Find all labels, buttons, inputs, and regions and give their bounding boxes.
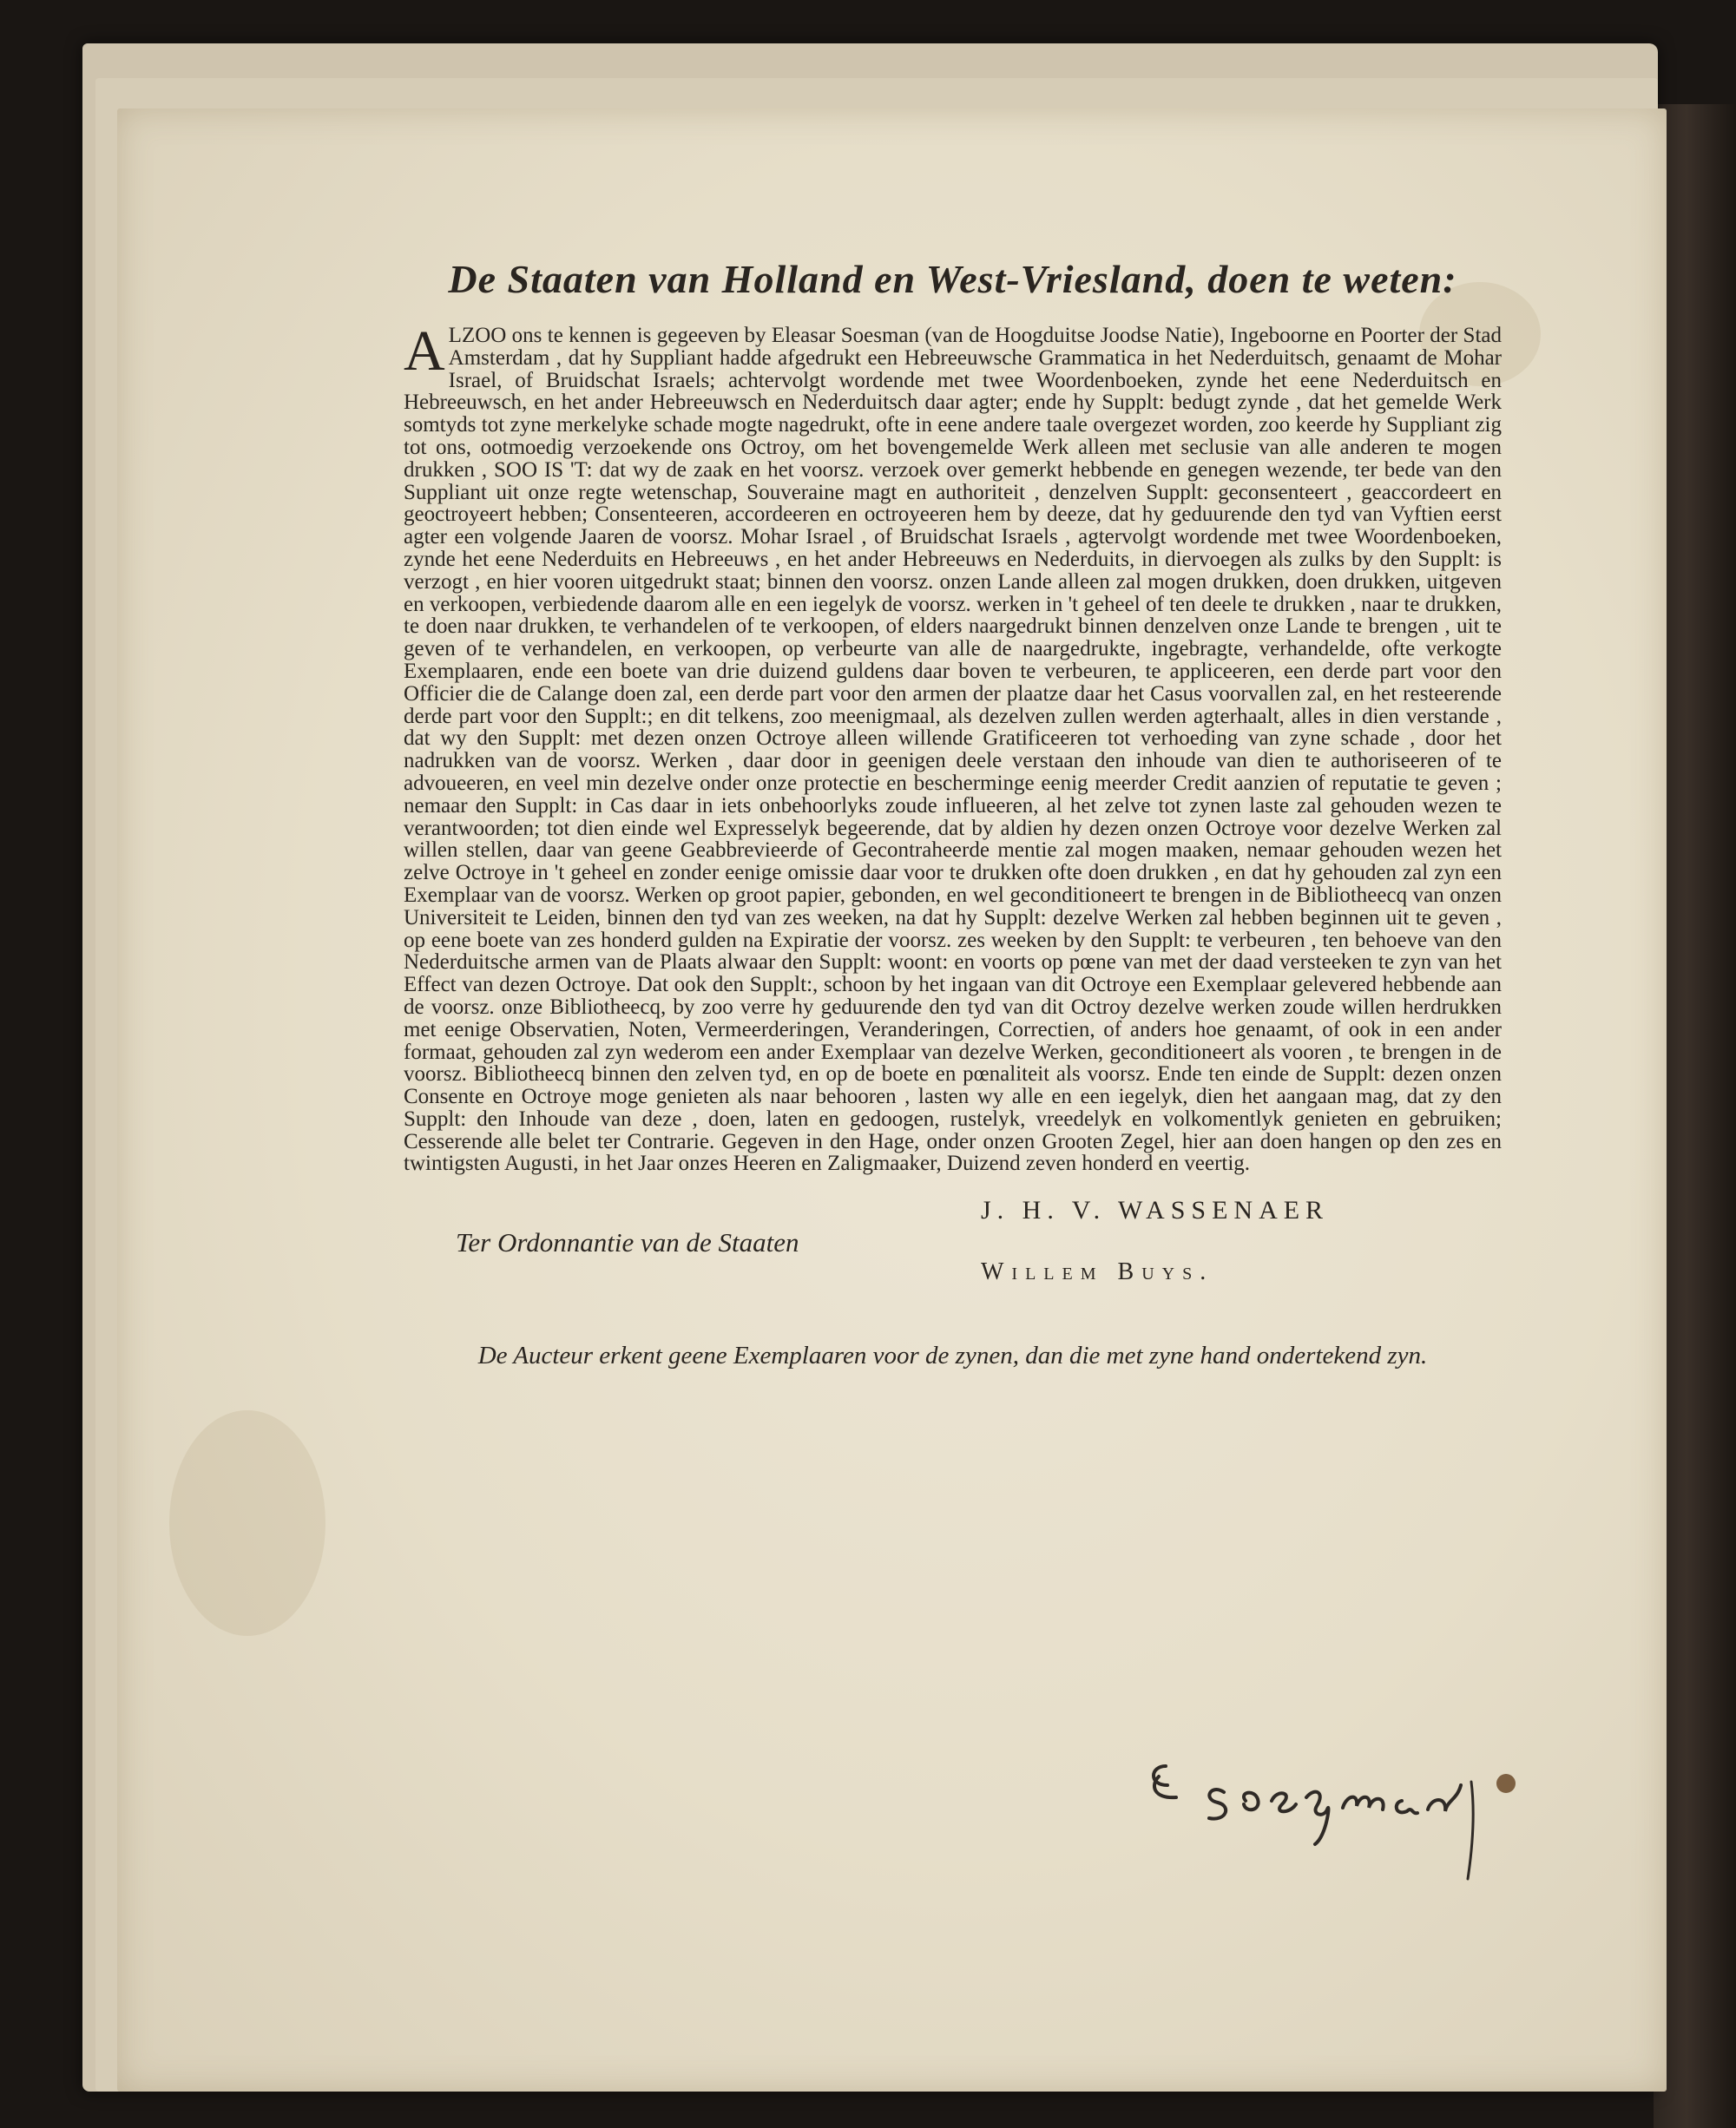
author-note: De Aucteur erkent geene Exemplaaren voor de zynen, dan die met zyne hand ondertekend zyn. <box>477 1342 1428 1370</box>
privilege-body <box>404 319 1502 1176</box>
handwritten-signature <box>1141 1731 1541 1905</box>
signature-block <box>404 1196 1502 1326</box>
signer-wassenaer: J. H. V. WASSENAER <box>981 1196 1330 1225</box>
document-content <box>404 256 1502 1370</box>
signer-buys: Willem Buys. <box>981 1258 1214 1286</box>
ordonnantie-line: Ter Ordonnantie van de Staaten <box>456 1227 799 1258</box>
document-title: De Staaten van Holland en West-Vriesland, doen te weten: <box>448 257 1457 301</box>
privilege-text: LZOO ons te kennen is gegeeven by Eleasar Soesman (van de Hoogduitse Joodse Natie), Ingeboorne en Poorter der Stad Amsterdam , dat hy Suppliant hadde afgedrukt een Hebreeuwsche Grammatica in het Nederduitsch, genaamt de Mohar Israel, of Bruidschat Israels; achtervolgt wordende met twee Woordenboeken, zynde het eene Nederduitsch en Hebreeuwsch, en het ander Hebreeuwsch en Nederduitsch daar agter; ende hy Supplt: bedugt zynde , dat het gemelde Werk somtyds tot zyne merkelyke schade mogte nagedrukt, ofte in eene andere taale overgezet worden, zoo keerde hy Suppliant zig tot ons, ootmoedig verzoekende ons Octroy, om het bovengemelde Werk alleen met seclusie van alle anderen te mogen drukken , SOO IS 'T: dat wy de zaak en het voorsz. verzoek over gemerkt hebbende en genegen wezende, ter bede van den Suppliant uit onze regte wetenschap, Souveraine magt en authoriteit , denzelven Supplt: geconsenteert , geaccordeert en geoctroyeert hebben; Consenteeren, accordeeren en octroyeeren hem by deeze, dat hy geduurende den tyd van Vyftien eerst agter een volgende Jaaren de voorsz. Mohar Israel , of Bruidschat Israels , agtervolgt wordende met twee Woordenboeken, zynde het eene Nederduits en Hebreeuws , en het ander Hebreeuws en Nederduits, in diervoegen als zulks by den Supplt: is verzogt , en hier vooren uitgedrukt staat; binnen den voorsz. onzen Lande alleen zal mogen drukken, doen drukken, uitgeven en verkoopen, verbiedende daarom alle en een iegelyk de voorsz. werken in 't geheel of ten deele te drukken , naar te drukken, te doen naar drukken, te verhandelen of te verkoopen, of elders naargedrukt binnen denzelven onze Lande te brengen , uit te geven of te verhandelen, en verkoopen, op verbeurte van alle de naargedrukte, ingebragte, verhandelde, ofte verkogte Exemplaaren, ende een boete van drie duizend guldens daar boven te verbeuren, te appliceeren, een derde part voor den Officier die de Calange doen zal, een derde part voor den armen der plaatze daar het Casus voorvallen zal, en het resteerende derde part voor den Supplt:; en dit telkens, zoo meenigmaal, als dezelven zullen werden agterhaalt, alles in dien verstande , dat wy den Supplt: met dezen onzen Octroye alleen willende Gratificeeren tot verhoeding van zyne schade , door het nadrukken van de voorsz. Werken , daar door in geenigen deele verstaan den inhoude van dien te authoriseeren of te advoueeren, en veel min dezelve onder onze protectie en bescherminge eenig meerder Credit aanzien of reputatie te geven ; nemaar den Supplt: in Cas daar in iets onbehoorlyks zoude influeeren, al het zelve tot zynen laste zal gehouden wezen te verantwoorden; tot dien einde wel Expresselyk begeerende, dat by aldien hy dezen onzen Octroye voor dezelve Werken zal willen stellen, daar van geene Geabbrevieerde of Gecontraheerde mentie zal mogen maaken, nemaar gehouden wezen het zelve Octroye in 't geheel en zonder eenige omissie daar voor te drukken ofte doen drukken , en dat hy gehouden zal zyn een Exemplaar van de voorsz. Werken op groot papier, gebonden, en wel geconditioneert te brengen in de Bibliotheecq van onzen Universiteit te Leiden, binnen den tyd van zes weeken, na dat hy Supplt: dezelve Werken zal hebben beginnen uit te geven , op eene boete van zes honderd gulden na Expiratie der voorsz. zes weeken by den Supplt: te verbeuren , ten behoeve van den Nederduitsche armen van de Plaats alwaar den Supplt: woont: en voorts op pœne van met der daad versteeken te zyn van het Effect van dezen Octroye. Dat ook den Supplt:, schoon by het ingaan van dit Octroye een Exemplaar gelevered hebbende aan de voorsz. onze Bibliotheecq, by zoo verre hy geduurende den tyd van dit Octroy dezelve werken zoude willen herdrukken met eenige Observatien, Noten, Vermeerderingen, Veranderingen, Correctien, of anders hoe genaamt, of ook in een ander formaat, gehouden zal zyn wederom een ander Exemplaar van dezelve Werken, geconditioneert als vooren , te brengen in de voorsz. Bibliotheecq binnen den zelven tyd, en op de boete en pœnaliteit als voorsz. Ende ten einde de Supplt: dezen onzen Consente en Octroye moge genieten als naar behooren , lasten wy alle en een iegelyk, dien het aangaan mag, dat zy den Supplt: den Inhoude van deze , doen, laten en gedoogen, rustelyk, vreedelyk en volkomentlyk genieten en gebruiken; Cesserende alle belet ter Contrarie. Gegeven in den Hage, onder onzen Grooten Zegel, hier aan doen hangen op den zes en twintigsten Augusti, in het Jaar onzes Heeren en Zaligmaaker, Duizend zeven honderd en veertig. <box>404 324 1502 1176</box>
drop-capital: A <box>404 319 445 383</box>
paper-stain <box>169 1410 326 1636</box>
